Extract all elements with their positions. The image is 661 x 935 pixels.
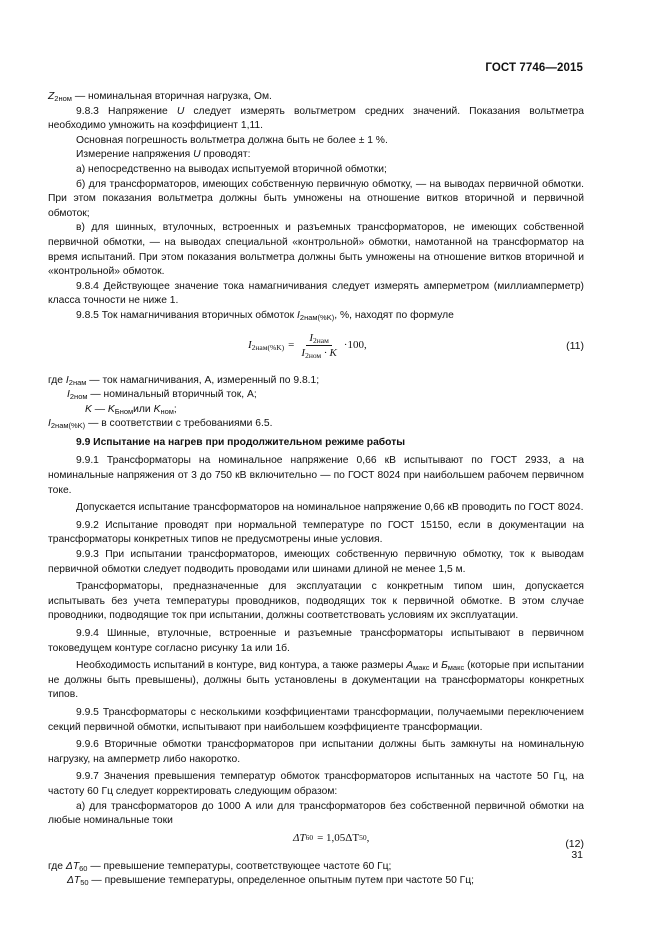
formula-11 — [48, 330, 584, 366]
f11-den-symbol: I — [301, 346, 306, 359]
formula-12 — [48, 832, 584, 854]
paragraph-9-9-1: 9.9.1 Трансформаторы на номинальное напряжение 0,66 кВ испытывают по ГОСТ 2933, а на номинальные напряжения от 3 до 750 кВ включительно — по ГОСТ 8024 при наибольшем рабочем первичном токе. — [48, 455, 584, 496]
where-i-sub: 2нам — [68, 377, 87, 387]
p983-text-b: следует измерять вольтметром средних значений. Показания вольтметра необходимо умножить на коэффициент 1,11. — [48, 105, 584, 132]
where-k-bnom-sub: Бном — [114, 406, 134, 416]
z-definition-text: — номинальная вторичная нагрузка, Ом. — [74, 91, 272, 102]
symbol-i: I — [297, 309, 300, 321]
symbol-z: Z — [48, 91, 55, 102]
item-v: в) для шинных, втулочных, встроенных и разъемных трансформаторов, не имеющих собственной первичной обмотки, — на выводах специальной «контрольной» обмотки, намотанной на трансформатор на время испытаний. При этом показания вольтметра должны быть умножены на отношение витков вторичной и «контрольной» обмоток. — [48, 222, 584, 278]
where-i2nam-text: — ток намагничивания, А, измеренный по 9.8.1; — [89, 374, 320, 386]
page-content — [48, 90, 584, 889]
paragraph-9-9-1b: Допускается испытание трансформаторов на номинальное напряжение 0,66 кВ проводить по ГОСТ 8024. — [76, 502, 584, 514]
f11-fraction — [298, 332, 339, 359]
paragraph-9-9-3: 9.9.3 При испытании трансформаторов, имеющих собственную первичную обмотку, ток к выводам первичной обмотки следует подводить проводами или шинами длиной не менее 1,5 м. — [48, 549, 584, 575]
paragraph-9-8-4: 9.8.4 Действующее значение тока намагничивания следует измерять амперметром (миллиамперметр) класса точности не ниже 1. — [48, 280, 584, 307]
where-i2nom-text: — номинальный вторичный ток, А; — [90, 389, 257, 401]
f12-tail: , — [366, 831, 370, 844]
p994b-text-c: (которые при испытании не должны быть превышены), должны быть установлены в документации на трансформаторы конкретных типов. — [48, 660, 584, 701]
section-9-9-heading: 9.9 Испытание на нагрев при продолжительном режиме работы — [76, 436, 406, 448]
f11-den-k: · K — [323, 346, 337, 359]
where-k-or: или — [133, 403, 151, 415]
symbol-b: Б — [441, 660, 448, 672]
item-a: а) непосредственно на выводах испытуемой вторичной обмотки; — [76, 163, 387, 175]
paragraph-9-9-5: 9.9.5 Трансформаторы с несколькими коэффициентами трансформации, получаемыми переключением секций первичной обмотки, испытывают при наибольшем коэффициенте трансформации. — [48, 706, 584, 733]
item-9-9-7a: а) для трансформаторов до 1000 А или для трансформаторов без собственной первичной обмотки на любые номинальные токи — [48, 800, 584, 827]
f11-lhs-sub: 2нам(%K) — [251, 343, 285, 352]
where-i2nam — [48, 374, 584, 389]
symbol-z-sub: 2ном — [54, 94, 72, 103]
where-dt60-sub: 60 — [79, 863, 88, 873]
where-dt60-text: — превышение температуры, соответствующее частоте 60 Гц; — [90, 860, 392, 872]
paragraph-9-8-5 — [48, 309, 584, 324]
where-ipk-sub: 2нам(%K) — [50, 421, 86, 431]
p985-text-b: , %, находят по формуле — [334, 309, 454, 321]
f12-lhs: ΔT — [293, 831, 306, 844]
where-k-symbol: K — K — [85, 403, 115, 415]
paragraph-9-9-4b — [48, 659, 584, 703]
where-i2nom-sub: 2ном — [69, 392, 88, 402]
where-i-symbol: I — [65, 374, 69, 386]
symbol-a: А — [406, 660, 414, 672]
paragraph-9-9-7: 9.9.7 Значения превышения температур обмоток трансформаторов испытанных на частоте 50 Гц, на частоту 60 Гц следует корректировать следующим образом: — [48, 771, 584, 797]
paragraph-9-9-2: 9.9.2 Испытание проводят при нормальной температуре по ГОСТ 15150, если в документации на трансформаторы конкретных типов не предусмотрены иные условия. — [48, 519, 584, 546]
f11-num-symbol: I — [309, 331, 313, 344]
p994b-text-b: и — [432, 660, 439, 672]
where-word-2: где — [48, 860, 64, 872]
where-word: где — [48, 374, 64, 386]
f11-numerator — [306, 332, 332, 346]
where-i2nam-pk-text: — в соответствии с требованиями 6.5. — [88, 418, 273, 430]
p983-text-a: 9.8.3 Напряжение — [76, 105, 168, 117]
formula-12-number: (12) — [565, 837, 584, 850]
where-k: K — $K_{Бном}или$ $K_{ном}$; — [85, 403, 177, 416]
f11-eq: = — [288, 339, 295, 351]
where-k-nom-sub: ном — [160, 406, 174, 416]
page-number: 31 — [571, 849, 583, 861]
where-ipk-symbol: I — [48, 418, 51, 430]
z-definition — [48, 90, 584, 105]
paragraph-measure — [48, 148, 584, 163]
paragraph-9-9-6: 9.9.6 Вторичные обмотки трансформаторов при испытании должны быть замкнуты на номинальную нагрузку, на амперметр либо накоротко. — [48, 739, 584, 765]
f11-num-sub: 2нам — [313, 335, 329, 345]
where-i2nam-pk — [48, 417, 584, 432]
formula-11-body — [248, 332, 367, 359]
symbol-b-sub: макс — [447, 663, 465, 673]
symbol-a-sub: макс — [413, 663, 430, 673]
where-dt50-sub: 50 — [80, 878, 89, 888]
f11-denominator — [298, 346, 339, 359]
f11-lhs — [248, 339, 284, 351]
where-dt50 — [48, 874, 584, 889]
paragraph-9-8-3 — [48, 105, 584, 134]
paragraph-9-9-4: 9.9.4 Шинные, втулочные, встроенные и разъемные трансформаторы испытывают в первичном токоведущем контуре согласно рисунку 1а или 1б. — [48, 628, 584, 654]
formula-12-body: ΔT 60 = 1,05ΔT 50 , — [293, 831, 370, 844]
where-k-nom-symbol: K — [153, 403, 161, 415]
f11-den-sub: 2ном — [305, 350, 322, 360]
symbol-u-2: U — [193, 149, 201, 161]
f12-eq: = 1,05ΔT — [317, 831, 360, 844]
paragraph-error: Основная погрешность вольтметра должна быть не более ± 1 %. — [76, 134, 388, 146]
p994b-text-a: Необходимость испытаний в контуре, вид контура, а также размеры — [76, 660, 404, 672]
where-dt60-symbol: ΔT — [65, 860, 80, 872]
symbol-i-sub: 2нам(%K) — [299, 312, 335, 322]
formula-11-number: (11) — [566, 339, 584, 352]
measure-text-a: Измерение напряжения — [76, 149, 191, 161]
symbol-u: U — [176, 105, 185, 117]
where-i2nom — [48, 388, 584, 403]
where-dt60 — [48, 860, 584, 875]
where-dt50-text: — превышение температуры, определенное опытным путем при частоте 50 Гц; — [91, 875, 475, 887]
p985-text-a: 9.8.5 Ток намагничивания вторичных обмоток — [76, 309, 295, 321]
paragraph-9-9-3b: Трансформаторы, предназначенные для эксплуатации с конкретным типом шин, допускается испытывать без учета температуры проводников, подводящих ток к первичной обмотке. В этом случае проводники, подводящие ток при испытании, должны соответствовать условиям их эксплуатации. — [48, 581, 584, 622]
document-code: ГОСТ 7746—2015 — [485, 62, 583, 74]
f11-lhs-symbol: I — [248, 339, 252, 351]
measure-text-b: проводят: — [203, 149, 251, 161]
where-dt50-symbol: ΔT — [67, 875, 81, 887]
item-b: б) для трансформаторов, имеющих собственную первичную обмотку, — на выводах первичной обмотки. При этом показания вольтметра должны быть умножены на отношение витков вторичной и первичной обмоток; — [48, 178, 584, 219]
where-i2nom-symbol: I — [67, 389, 70, 401]
f11-tail: ·100, — [343, 339, 367, 351]
